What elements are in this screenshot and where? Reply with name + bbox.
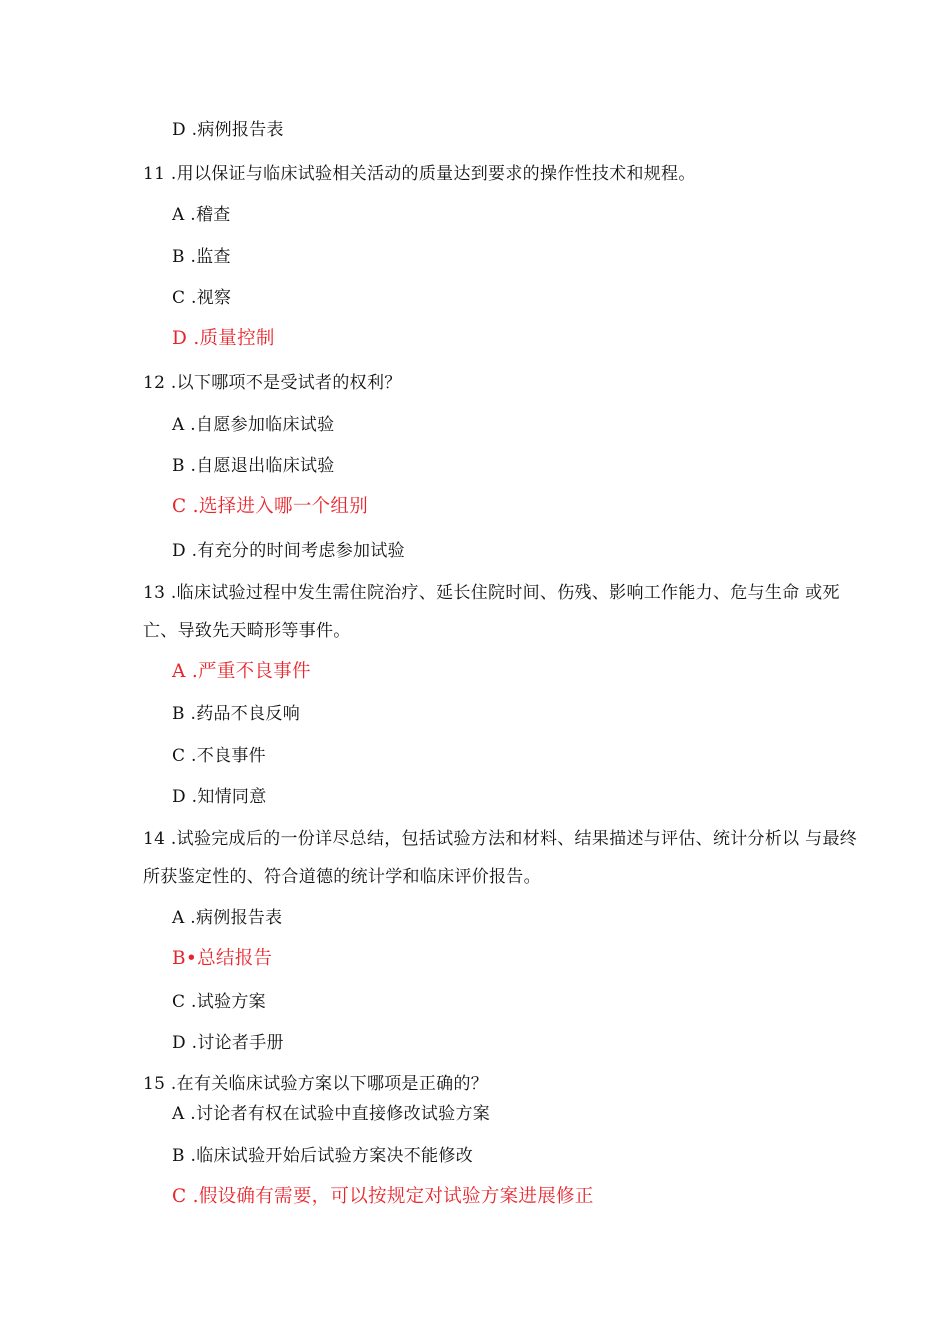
option-q11-d-correct: D .质量控制 — [172, 328, 275, 349]
option-q14-a: A .病例报告表 — [172, 908, 283, 928]
option-q12-a: A .自愿参加临床试验 — [172, 415, 335, 435]
option-q13-c: C .不良事件 — [172, 746, 266, 766]
question-14-text-line2: 所获鉴定性的、符合道德的统计学和临床评价报告。 — [143, 867, 541, 887]
option-q11-a: A .稽查 — [172, 205, 231, 225]
question-14-text-line1: 14 .试验完成后的一份详尽总结，包括试验方法和材料、结果描述与评估、统计分析以 与最终 — [143, 829, 858, 849]
option-q13-d: D .知情同意 — [172, 787, 267, 807]
question-13-text-line1: 13 .临床试验过程中发生需住院治疗、延长住院时间、伤残、影响工作能力、危与生命 或死 — [143, 583, 840, 603]
option-q13-b: B .药品不良反响 — [172, 704, 300, 724]
option-q13-a-correct: A .严重不良事件 — [172, 661, 311, 682]
question-13-text-line2: 亡、导致先天畸形等事件。 — [143, 621, 351, 641]
option-q11-c: C .视察 — [172, 288, 232, 308]
question-15-text: 15 .在有关临床试验方案以下哪项是正确的？ — [143, 1074, 489, 1094]
option-q10-d: D .病例报告表 — [172, 120, 284, 140]
question-11-text: 11 .用以保证与临床试验相关活动的质量达到要求的操作性技术和规程。 — [143, 164, 696, 184]
option-q12-b: B .自愿退出临床试验 — [172, 456, 335, 476]
option-q14-d: D .讨论者手册 — [172, 1033, 284, 1053]
option-q15-a: A .讨论者有权在试验中直接修改试验方案 — [172, 1104, 491, 1124]
option-q12-c-correct: C .选择进入哪一个组别 — [172, 496, 369, 517]
option-q12-d: D .有充分的时间考虑参加试验 — [172, 541, 405, 561]
option-q15-b: B .临床试验开始后试验方案决不能修改 — [172, 1146, 473, 1166]
option-q14-c: C .试验方案 — [172, 992, 266, 1012]
option-q15-c-correct: C .假设确有需要，可以按规定对试验方案进展修正 — [172, 1186, 594, 1207]
question-12-text: 12 .以下哪项不是受试者的权利？ — [143, 373, 402, 393]
option-q14-b-correct: B•总结报告 — [172, 948, 273, 969]
option-q11-b: B .监查 — [172, 247, 231, 267]
